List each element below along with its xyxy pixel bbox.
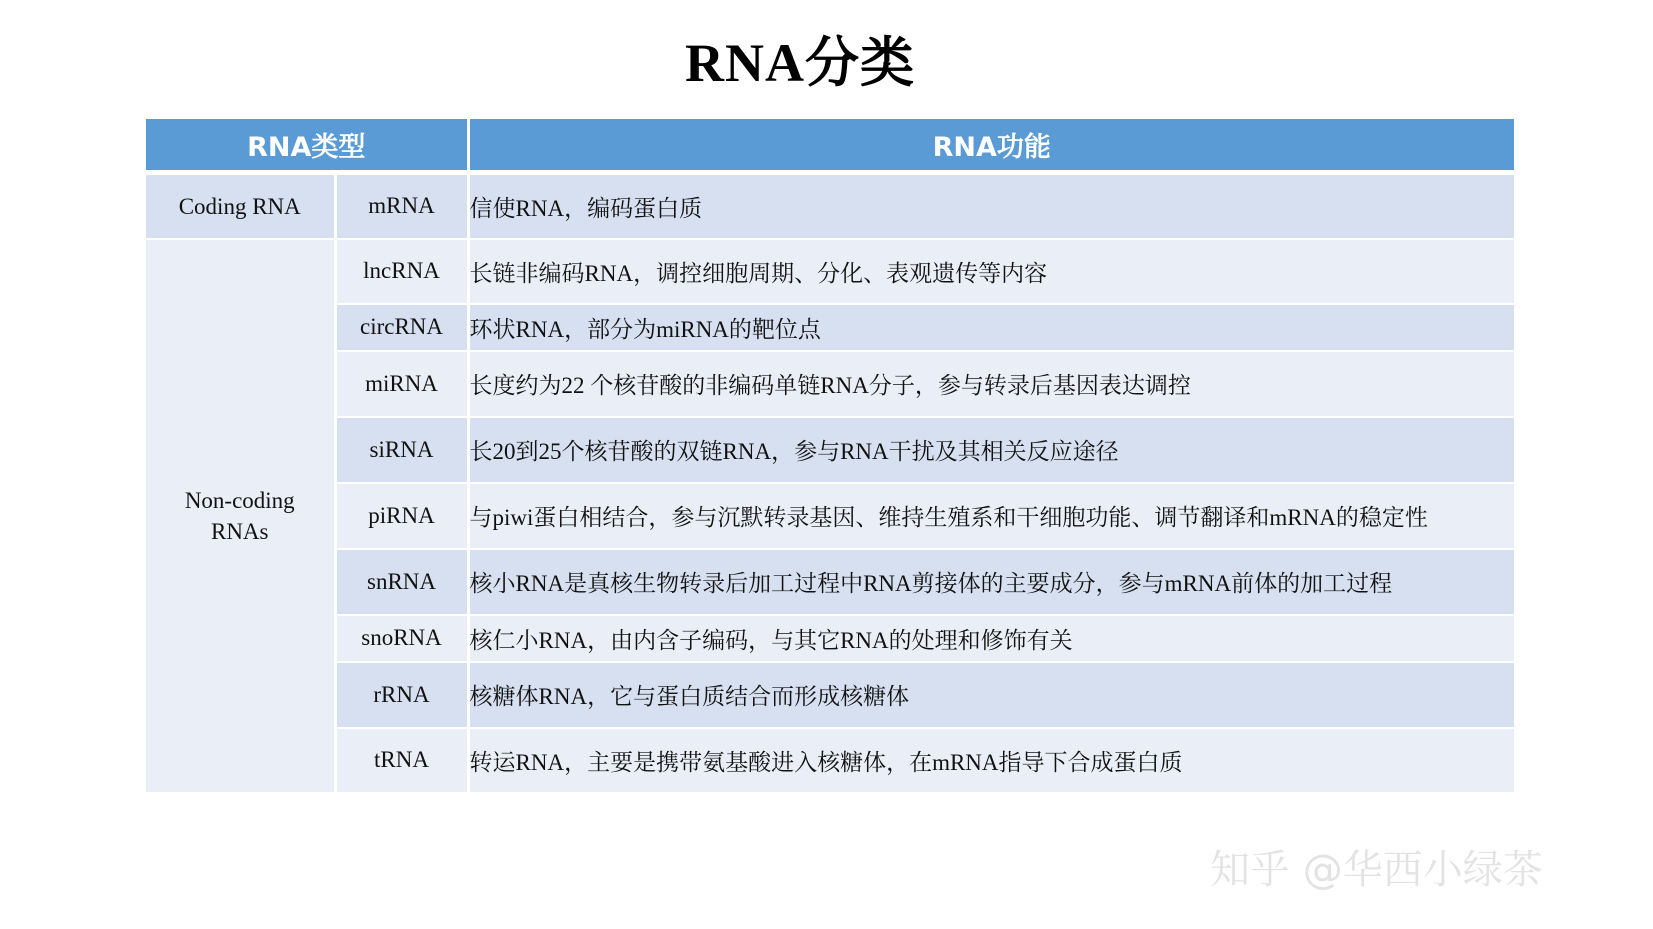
rna-function: 长链非编码RNA，调控细胞周期、分化、表观遗传等内容 bbox=[468, 239, 1514, 304]
table-row bbox=[146, 239, 1514, 304]
header-rna-function: RNA功能 bbox=[468, 119, 1514, 173]
table-row bbox=[146, 417, 1514, 483]
category-noncoding-line1: Non-coding bbox=[184, 487, 295, 513]
rna-name: piRNA bbox=[335, 483, 468, 549]
header-rna-type: RNA类型 bbox=[146, 119, 468, 173]
table-row bbox=[146, 173, 1514, 239]
rna-name: siRNA bbox=[335, 417, 468, 483]
table-row bbox=[146, 615, 1514, 662]
rna-name: lncRNA bbox=[335, 239, 468, 304]
rna-classification-table bbox=[146, 119, 1514, 794]
rna-name: snoRNA bbox=[335, 615, 468, 662]
page-title: RNA分类 bbox=[685, 33, 915, 93]
rna-name: circRNA bbox=[335, 304, 468, 351]
rna-function: 核小RNA是真核生物转录后加工过程中RNA剪接体的主要成分，参与mRNA前体的加工过程 bbox=[468, 549, 1514, 615]
table-header-row bbox=[146, 119, 1514, 173]
table-row bbox=[146, 662, 1514, 728]
zhihu-watermark: 知乎 @华西小绿茶 bbox=[1210, 847, 1543, 893]
rna-function: 长20到25个核苷酸的双链RNA，参与RNA干扰及其相关反应途径 bbox=[468, 417, 1514, 483]
rna-name: rRNA bbox=[335, 662, 468, 728]
rna-function: 信使RNA，编码蛋白质 bbox=[468, 173, 1514, 239]
table-row bbox=[146, 549, 1514, 615]
rna-function: 环状RNA，部分为miRNA的靶位点 bbox=[468, 304, 1514, 351]
category-noncoding-line2: RNAs bbox=[210, 518, 269, 544]
rna-name: snRNA bbox=[335, 549, 468, 615]
category-noncoding bbox=[146, 239, 335, 793]
table-row bbox=[146, 351, 1514, 417]
table-row bbox=[146, 728, 1514, 793]
rna-function: 与piwi蛋白相结合，参与沉默转录基因、维持生殖系和干细胞功能、调节翻译和mRNA的稳定性 bbox=[468, 483, 1514, 549]
rna-function: 核糖体RNA，它与蛋白质结合而形成核糖体 bbox=[468, 662, 1514, 728]
rna-name: tRNA bbox=[335, 728, 468, 793]
table-row bbox=[146, 483, 1514, 549]
rna-name: mRNA bbox=[335, 173, 468, 239]
rna-name: miRNA bbox=[335, 351, 468, 417]
rna-function: 长度约为22 个核苷酸的非编码单链RNA分子，参与转录后基因表达调控 bbox=[468, 351, 1514, 417]
category-coding: Coding RNA bbox=[146, 173, 335, 239]
rna-function: 转运RNA，主要是携带氨基酸进入核糖体，在mRNA指导下合成蛋白质 bbox=[468, 728, 1514, 793]
rna-function: 核仁小RNA，由内含子编码，与其它RNA的处理和修饰有关 bbox=[468, 615, 1514, 662]
table-row bbox=[146, 304, 1514, 351]
